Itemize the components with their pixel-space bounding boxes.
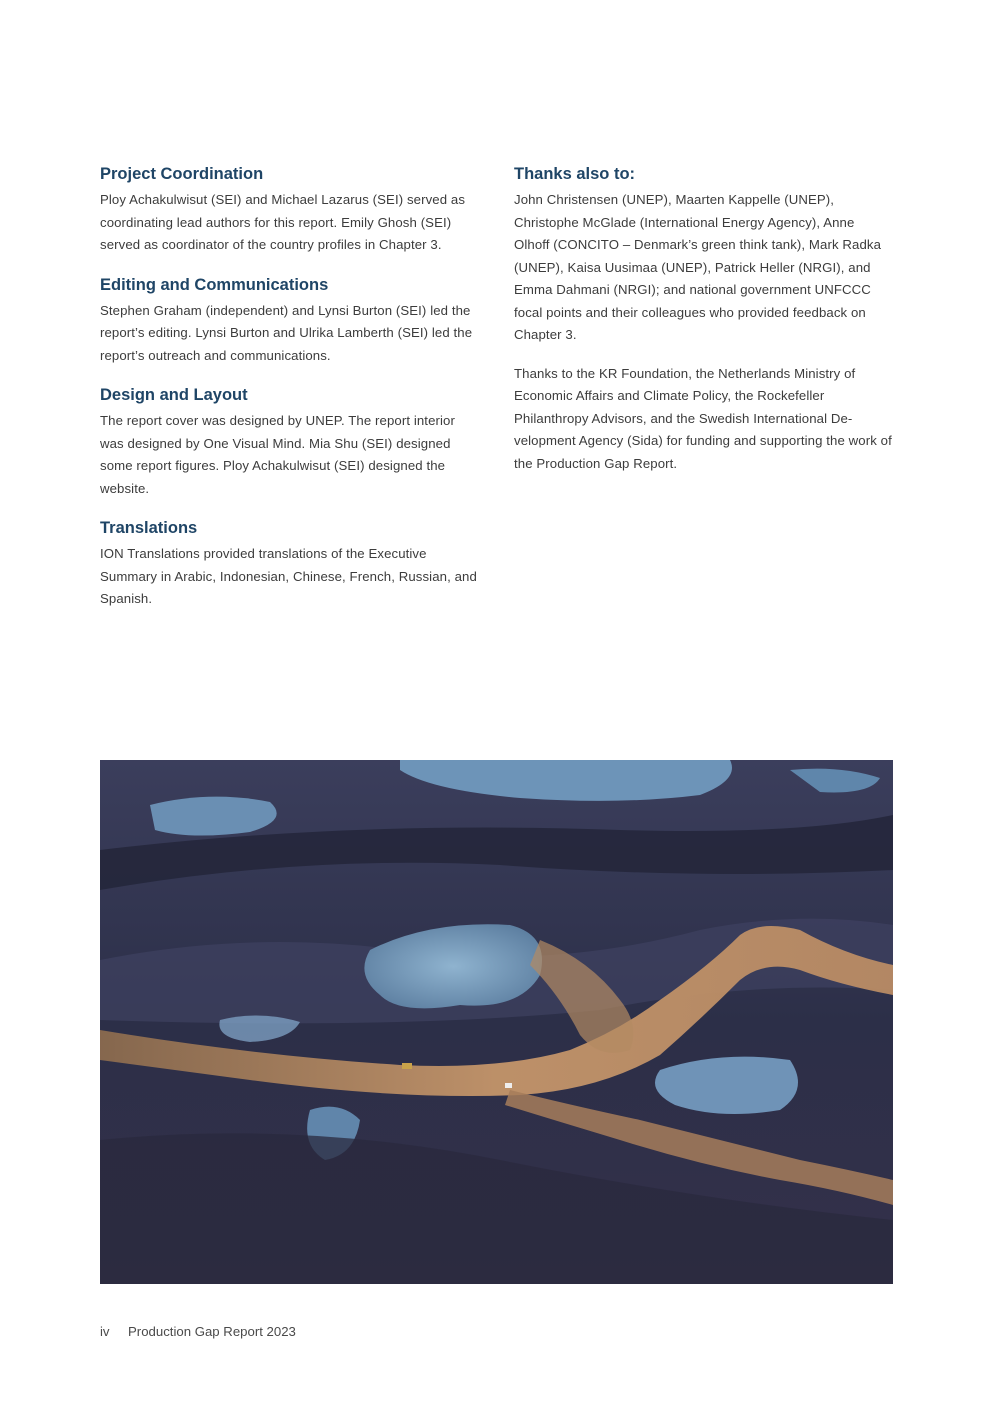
section-heading: Editing and Communications (100, 275, 329, 294)
section-heading: Design and Layout (100, 386, 248, 404)
section-project-coordination (100, 163, 478, 257)
section-body: The report cover was designed by UNEP. The report interior was designed by One Visual Mind. Mia Shu (SEI) designed some report figures. Ploy Achakulwisut (SEI) designed the website. (100, 413, 455, 496)
thanks-paragraph-1: John Christensen (UNEP), Maarten Kappelle (UNEP), Christophe McGlade (International Energy Agency), Anne Olhoff (CONCITO – Denmark’s green think tank), Mark Radka (UNEP), Kaisa Uusimaa (UNEP), Patrick Heller (NRGI), and Emma Dahmani (NRGI); and national government UNFCCC focal points and their colleagues who provided feedback on Chapter 3. (514, 192, 882, 342)
report-title: Production Gap Report 2023 (128, 1324, 296, 1339)
aerial-mining-photo (100, 760, 893, 1284)
section-body: Ploy Achakulwisut (SEI) and Michael Lazarus (SEI) served as coordinating lead authors for this report. Emily Ghosh (SEI) served as coordinator of the country profiles in Chapter 3. (100, 192, 466, 252)
section-body: ION Translations provided translations of the Executive Summary in Arabic, Indonesian, Chinese, French, Russian, and Spanish. (100, 546, 477, 606)
section-body: Stephen Graham (independent) and Lynsi Burton (SEI) led the report’s editing. Lynsi Burton and Ulrika Lamberth (SEI) led the report’s outreach and communications. (100, 302, 473, 363)
section-heading: Project Coordination (100, 165, 264, 183)
right-column (514, 163, 892, 475)
section-translations (100, 517, 478, 611)
thanks-paragraph-2: Thanks to the KR Foundation, the Netherlands Ministry of Economic Affairs and Climate Policy, the Rockefeller Philanthropy Advisors, and the Swedish International Development Agency (Sida) for funding and supporting the work of the Production Gap Report. (514, 365, 892, 471)
page-number: iv (100, 1324, 110, 1339)
section-editing-communications (100, 274, 478, 368)
left-column (100, 163, 478, 628)
section-heading: Translations (100, 519, 198, 537)
page-footer (100, 1324, 296, 1339)
section-design-layout (100, 384, 478, 500)
thanks-heading: Thanks also to: (514, 165, 636, 183)
